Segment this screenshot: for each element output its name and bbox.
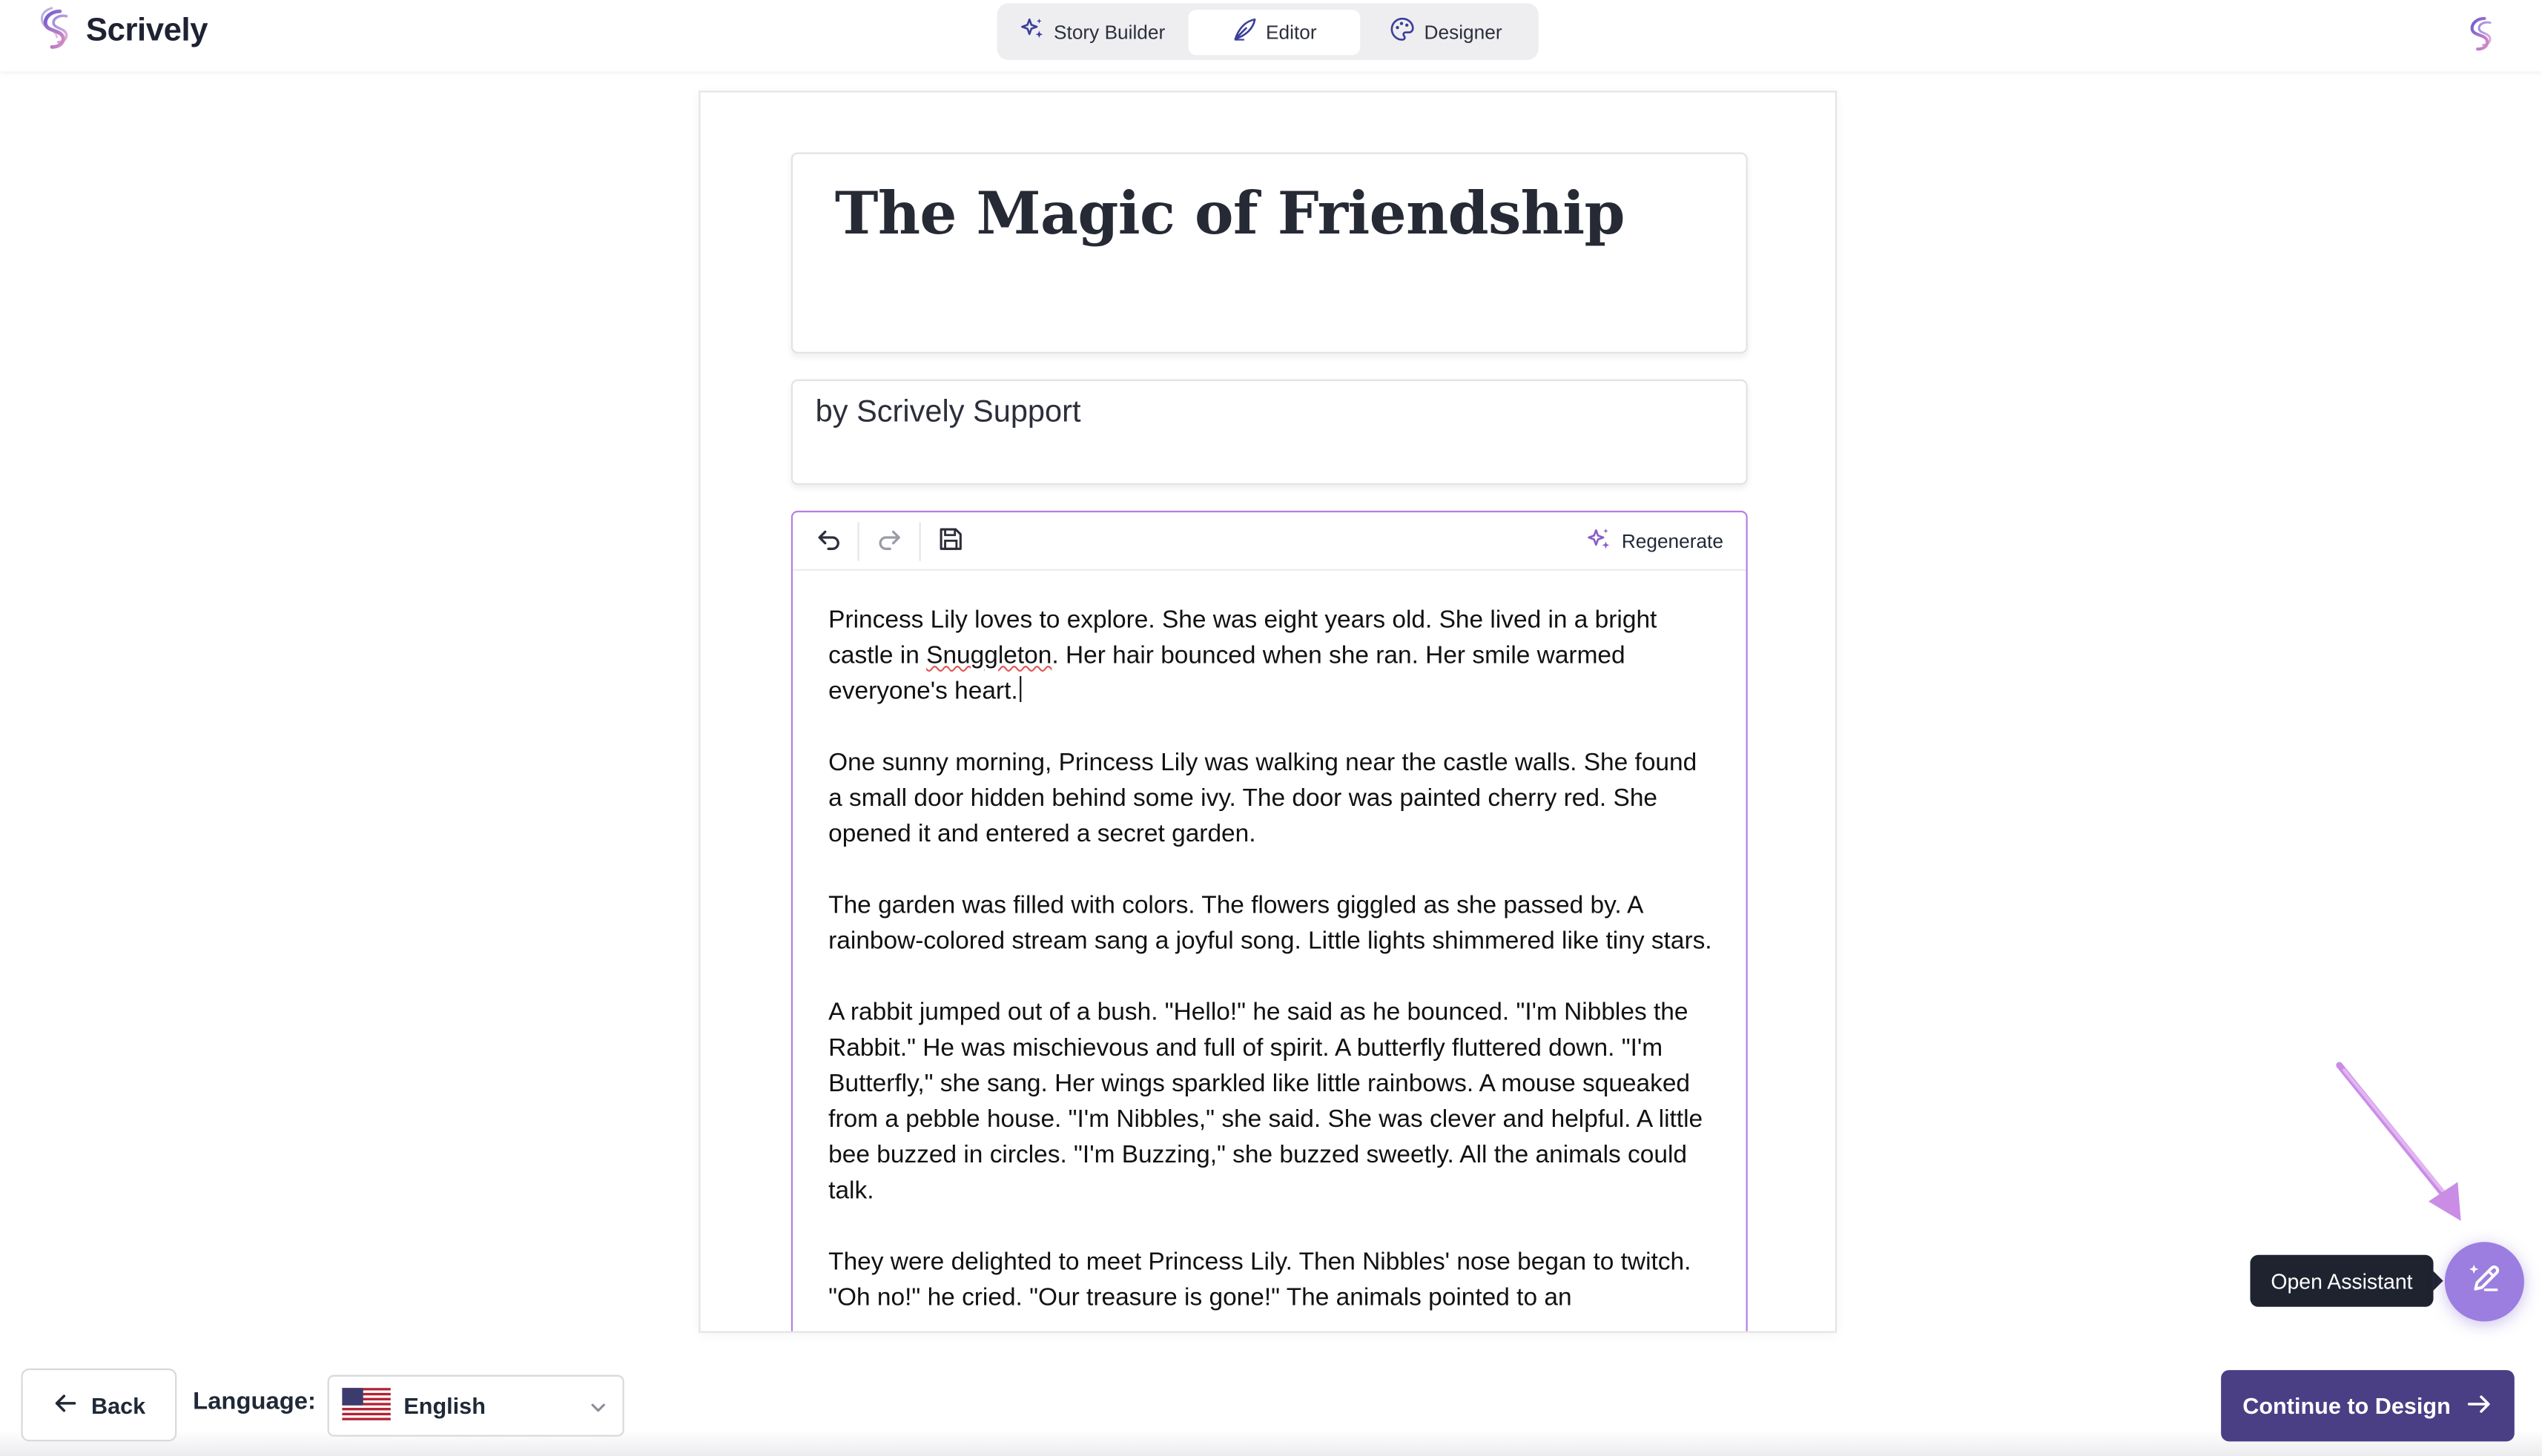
language-value: English <box>403 1392 486 1419</box>
chevron-down-icon <box>587 1396 610 1419</box>
scrively-logo-icon <box>33 4 78 57</box>
continue-to-design-button[interactable] <box>2221 1370 2515 1441</box>
quill-icon <box>1232 16 1266 47</box>
story-paragraph <box>828 603 1717 710</box>
story-text-span: Princess Lily loves to explore. She was eight years old. She lived in a bright castle in <box>828 606 1657 670</box>
regenerate-label: Regenerate <box>1621 530 1723 553</box>
tab-editor-label: Editor <box>1266 20 1317 43</box>
document-sheet <box>699 90 1837 1332</box>
language-label: Language: <box>193 1388 316 1416</box>
continue-label: Continue to Design <box>2242 1392 2451 1419</box>
story-text[interactable] <box>828 603 1717 1333</box>
us-flag-icon <box>342 1387 403 1424</box>
app-name: Scrively <box>85 12 208 48</box>
save-button[interactable] <box>934 526 966 558</box>
back-button[interactable] <box>21 1369 176 1441</box>
sparkles-icon <box>1586 526 1622 558</box>
back-label: Back <box>91 1392 146 1418</box>
tab-editor[interactable] <box>1188 9 1360 54</box>
story-paragraph: The garden was filled with colors. The flowers giggled as she passed by. A rainbow-colored stream sang a joyful song. Little lights shimmered like tiny stars. <box>828 891 1712 956</box>
undo-button[interactable] <box>812 526 845 558</box>
title-field[interactable] <box>791 153 1748 354</box>
mode-switcher <box>997 3 1539 60</box>
sparkles-icon <box>1020 16 1054 47</box>
story-title[interactable]: The Magic of Friendship <box>834 179 1625 248</box>
tab-designer[interactable] <box>1360 9 1532 54</box>
redo-button[interactable] <box>872 526 905 558</box>
open-assistant-button[interactable] <box>2445 1242 2524 1321</box>
arrow-right-icon <box>2451 1389 2493 1423</box>
pen-sparkle-icon <box>2463 1258 2506 1305</box>
story-paragraph: They were delighted to meet Princess Lily. Then Nibbles' nose began to twitch. "Oh no!" he cried. "Our treasure is gone!" The animals pointed to an <box>828 1248 1691 1312</box>
toolbar-divider <box>858 522 859 560</box>
story-paragraph: A rabbit jumped out of a bush. "Hello!" he said as he bounced. "I'm Nibbles the Rabbit." He was mischievous and full of spirit. A butterfly fluttered down. "I'm Butterfly," she sang. Her wings sparkled like little rainbows. A mouse squeaked from a pebble house. "I'm Nibbles," she said. She was clever and helpful. A little bee buzzed in circles. "I'm Buzzing," she buzzed sweetly. All the animals could talk. <box>828 999 1703 1205</box>
save-icon <box>937 526 964 558</box>
undo-icon <box>815 526 842 558</box>
scrively-corner-logo-icon[interactable] <box>2461 13 2500 51</box>
spellcheck-word[interactable]: Snuggleton <box>926 642 1052 670</box>
hint-arrow-icon <box>2331 1059 2471 1234</box>
editor-toolbar <box>793 512 1746 571</box>
bottom-bar <box>0 1352 2542 1456</box>
story-text-span: . Her hair bounced when she ran. Her smile warmed everyone's heart. <box>828 642 1625 706</box>
brand[interactable] <box>33 7 208 56</box>
language-select[interactable] <box>328 1375 624 1437</box>
author-field[interactable] <box>791 380 1748 485</box>
arrow-left-icon <box>53 1389 91 1421</box>
palette-icon <box>1390 16 1424 47</box>
story-editor[interactable] <box>791 511 1748 1333</box>
text-cursor <box>1020 676 1021 702</box>
top-bar <box>0 0 2542 71</box>
assistant-tooltip: Open Assistant <box>2250 1255 2433 1307</box>
redo-icon <box>874 526 902 558</box>
story-paragraph: One sunny morning, Princess Lily was walking near the castle walls. She found a small door hidden behind some ivy. The door was painted cherry red. She opened it and entered a secret garden. <box>828 749 1697 848</box>
story-author[interactable]: by Scrively Support <box>815 395 1081 430</box>
tab-designer-label: Designer <box>1424 20 1502 43</box>
tab-story-builder-label: Story Builder <box>1054 20 1166 43</box>
regenerate-button[interactable] <box>1586 527 1723 556</box>
toolbar-divider <box>920 522 921 560</box>
tab-story-builder[interactable] <box>1003 9 1188 54</box>
